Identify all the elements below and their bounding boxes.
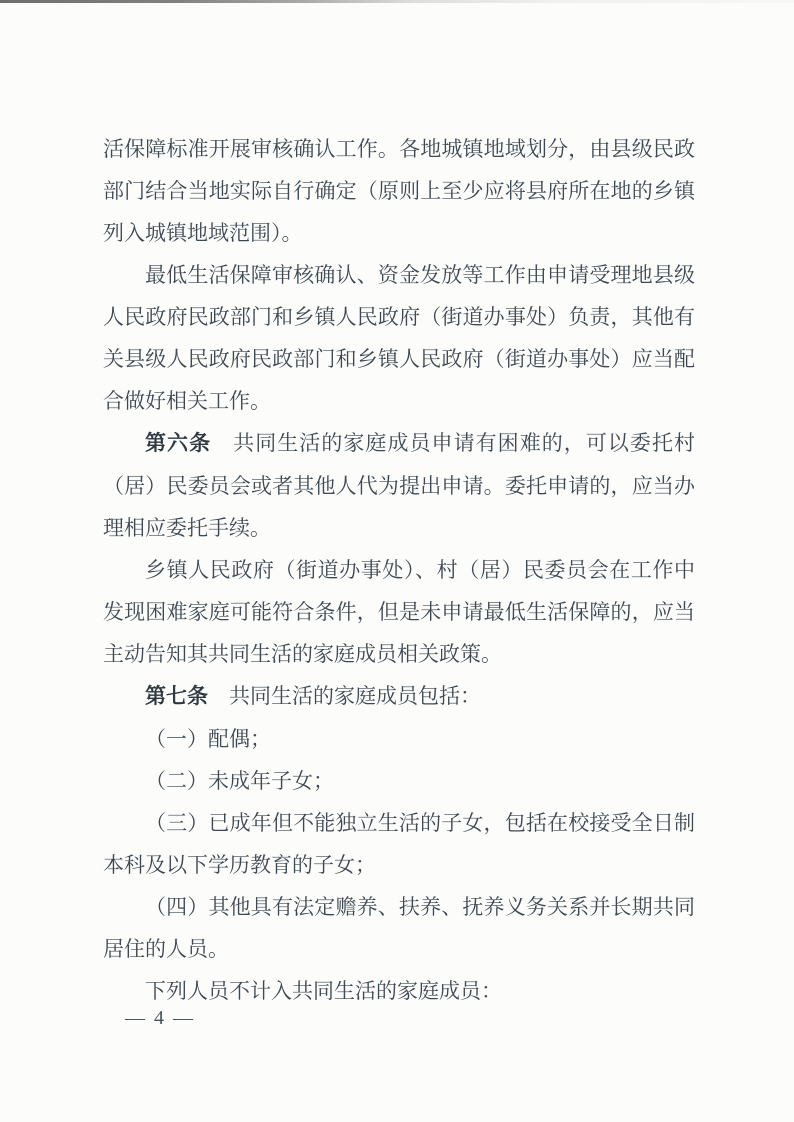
paragraph: （四）其他具有法定赡养、扶养、抚养义务关系并长期共同居住的人员。 xyxy=(103,895,695,961)
paragraph: （二）未成年子女； xyxy=(145,769,334,793)
paragraph: 活保障标准开展审核确认工作。各地城镇地域划分，由县级民政部门结合当地实际自行确定（原则上至少应将县府所在地的乡镇列入城镇地域范围）。 xyxy=(103,137,695,245)
paragraph: 乡镇人民政府（街道办事处）、村（居）民委员会在工作中发现困难家庭可能符合条件，但是未申请最低生活保障的，应当主动告知其共同生活的家庭成员相关政策。 xyxy=(103,558,695,666)
paragraph: 最低生活保障审核确认、资金发放等工作由申请受理地县级人民政府民政部门和乡镇人民政府（街道办事处）负责，其他有关县级人民政府民政部门和乡镇人民政府（街道办事处）应当配合做好相关工作。 xyxy=(103,263,695,413)
article-paragraph: 第七条 共同生活的家庭成员包括： xyxy=(145,684,481,708)
paragraph: （一）配偶； xyxy=(145,727,271,751)
scan-edge-artifact xyxy=(0,0,794,3)
page-number: — 4 — xyxy=(125,1007,195,1029)
paragraph: （三）已成年但不能独立生活的子女，包括在校接受全日制本科及以下学历教育的子女； xyxy=(103,811,695,877)
article-paragraph: 第六条 共同生活的家庭成员申请有困难的，可以委托村（居）民委员会或者其他人代为提出申请。委托申请的，应当办理相应委托手续。 xyxy=(103,431,696,540)
document-body xyxy=(103,128,695,1012)
article-number: 第七条 xyxy=(145,685,208,708)
article-number: 第六条 xyxy=(145,432,212,455)
paragraph: 下列人员不计入共同生活的家庭成员： xyxy=(145,979,502,1003)
